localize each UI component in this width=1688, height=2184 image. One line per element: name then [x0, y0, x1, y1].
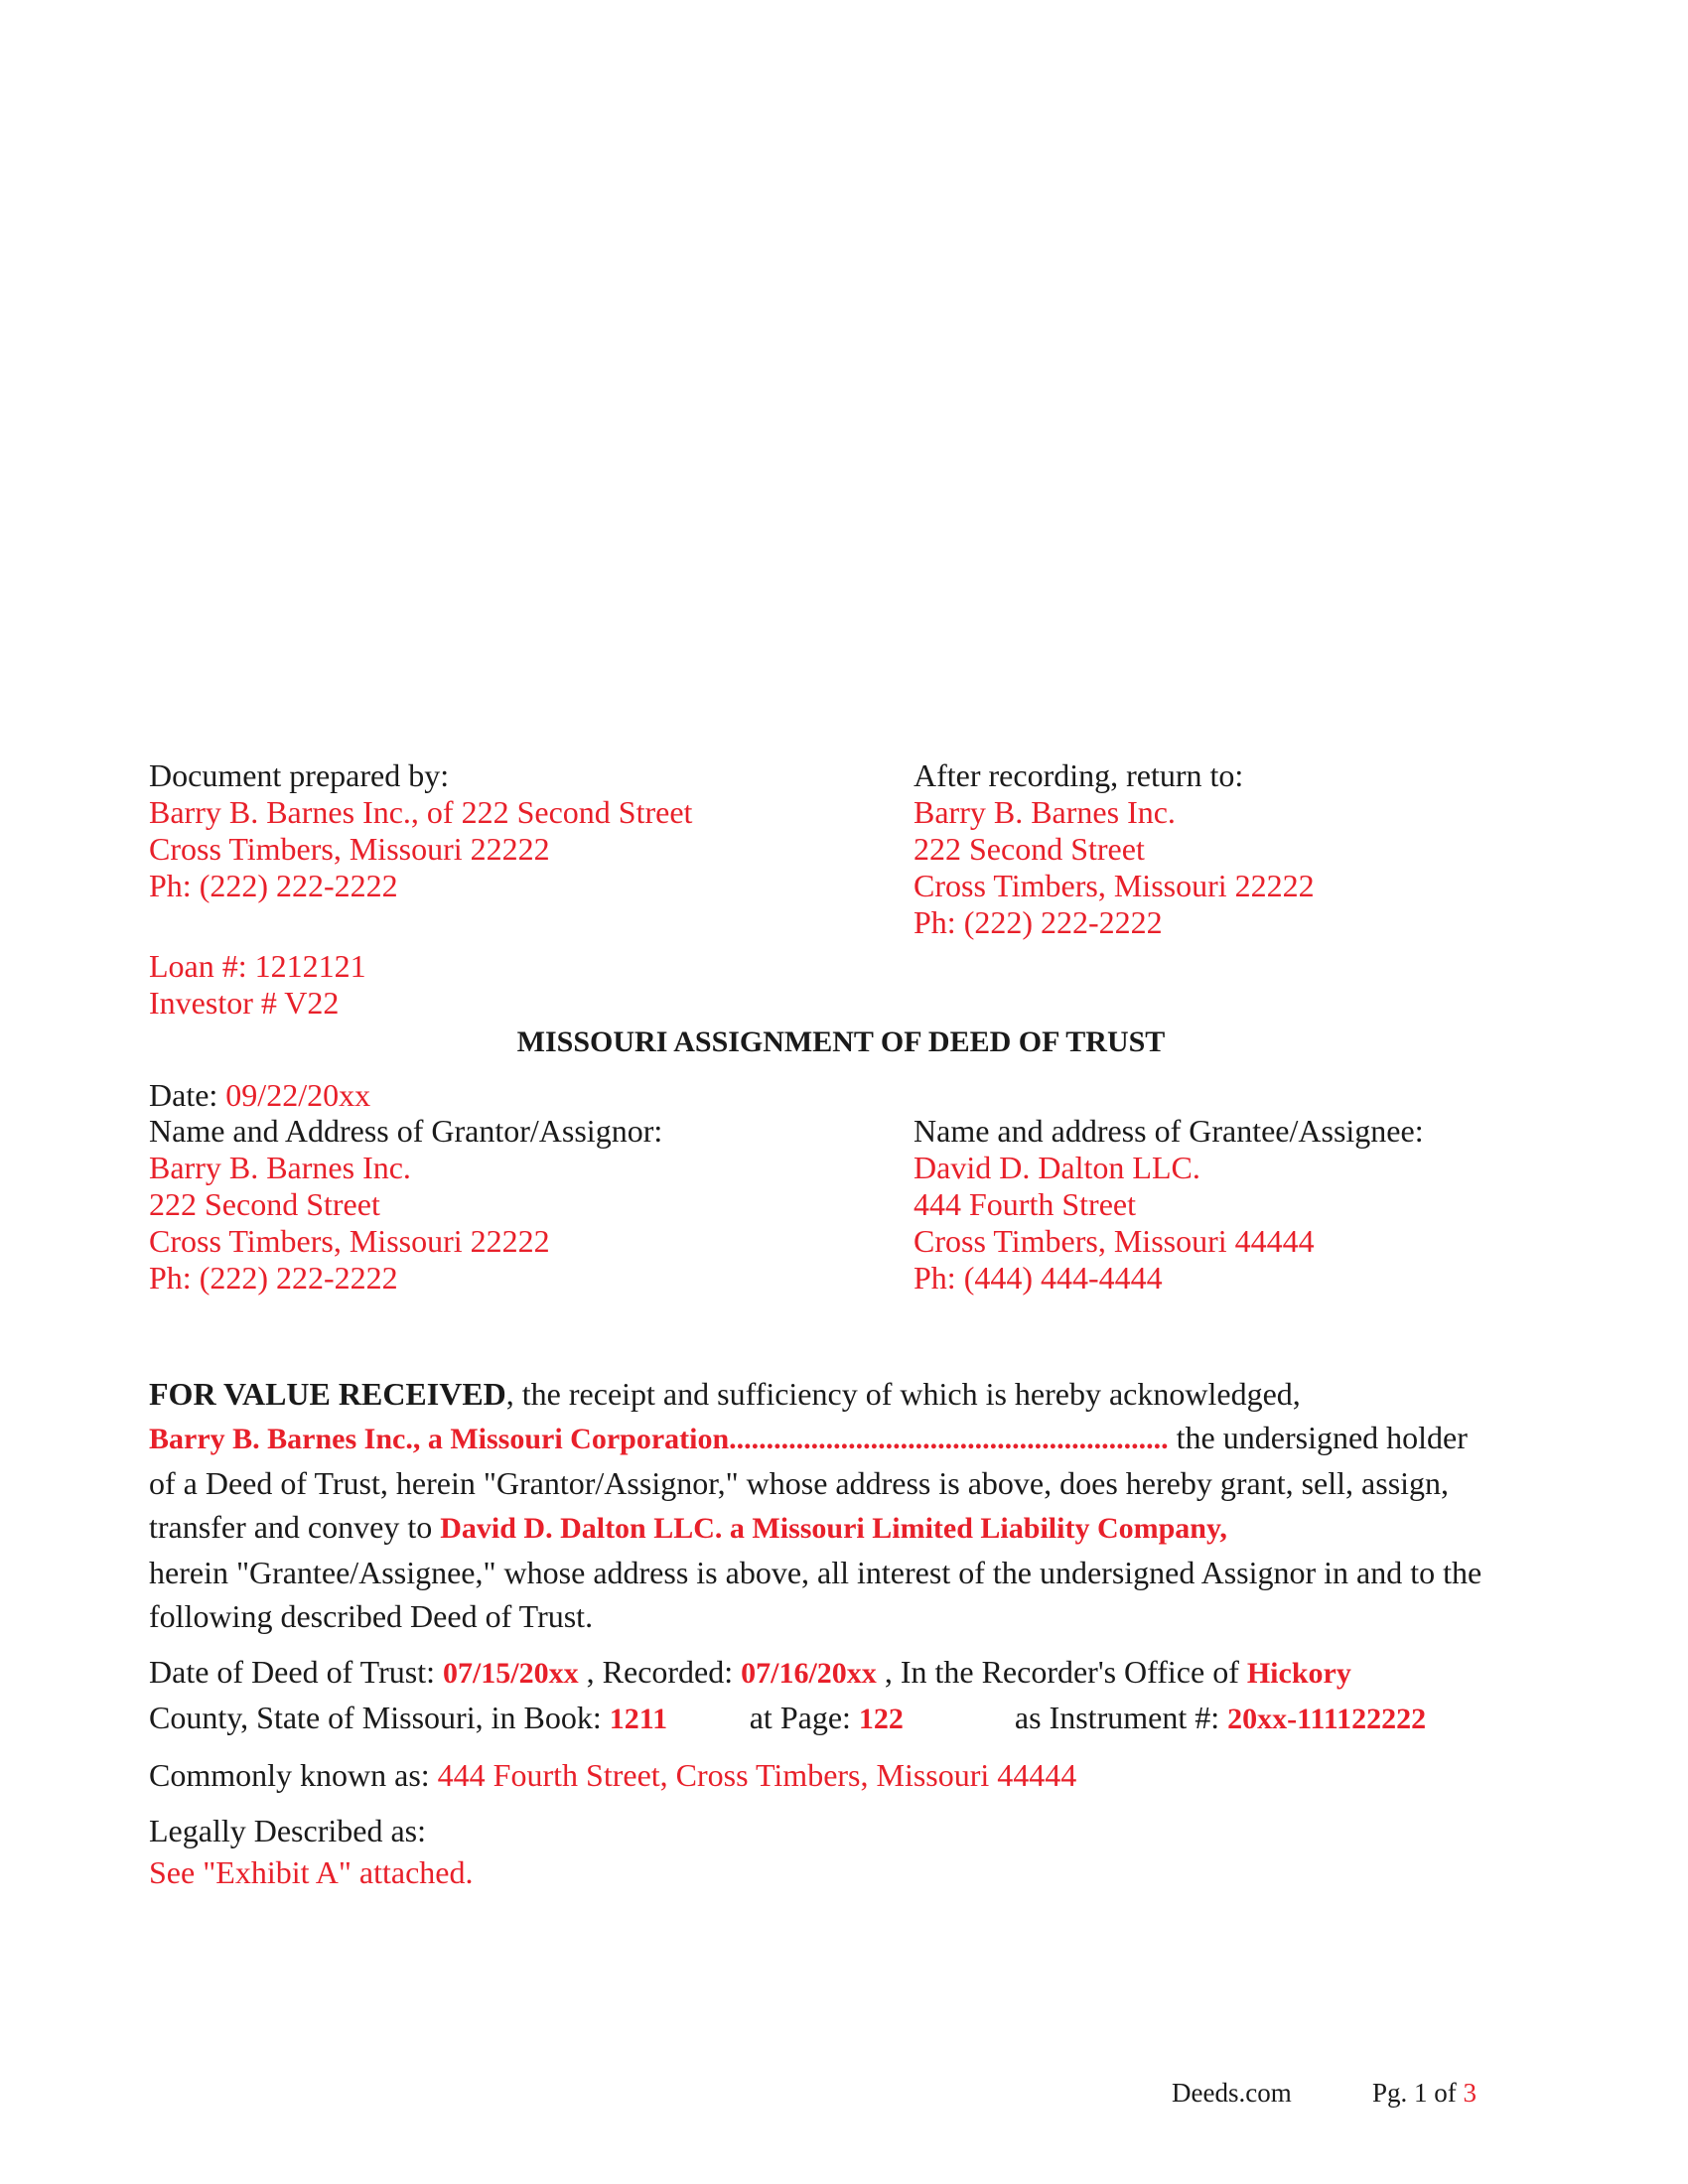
body-text: transfer and convey to: [149, 1509, 441, 1545]
recording-line: [149, 1696, 1549, 1741]
county-name: Hickory: [1246, 1657, 1351, 1690]
county-label: County, State of Missouri, in Book:: [149, 1700, 610, 1735]
investor-number: V22: [284, 985, 340, 1021]
grantor-line: Ph: (222) 222-2222: [149, 1260, 398, 1296]
deed-date: 07/15/20xx: [442, 1657, 579, 1690]
footer-page-label: Pg. 1 of: [1372, 2078, 1464, 2108]
body-text: , the receipt and sufficiency of which is hereby acknowledged,: [505, 1376, 1301, 1412]
legal-description-value: See "Exhibit A" attached.: [149, 1854, 474, 1890]
return-to-heading: After recording, return to:: [914, 757, 1244, 793]
document-title-text: MISSOURI ASSIGNMENT OF DEED OF TRUST: [516, 1025, 1166, 1058]
assignor-name: Barry B. Barnes Inc., a Missouri Corporation...........................................................: [149, 1423, 1169, 1455]
assignee-name: David D. Dalton LLC. a Missouri Limited Liability Company,: [440, 1512, 1227, 1545]
date-line: [149, 1077, 370, 1114]
date-value: 09/22/20xx: [225, 1077, 371, 1113]
footer-site: Deeds.com: [1172, 2078, 1292, 2108]
prepared-by-heading: Document prepared by:: [149, 757, 450, 793]
page-label: at Page:: [749, 1700, 859, 1735]
return-to-line: Barry B. Barnes Inc.: [914, 794, 1176, 830]
recording-line: [149, 1650, 1549, 1696]
instrument-number: 20xx-111122222: [1227, 1703, 1427, 1735]
investor-label: Investor #: [149, 985, 285, 1021]
loan-label: Loan #:: [149, 948, 255, 984]
legal-description-block: [149, 1813, 473, 1891]
grantee-line: Cross Timbers, Missouri 44444: [914, 1223, 1315, 1259]
prepared-by-line: Cross Timbers, Missouri 22222: [149, 831, 550, 867]
body-line: [149, 1372, 1549, 1416]
loan-block: [149, 948, 366, 1022]
recorded-date: 07/16/20xx: [741, 1657, 877, 1690]
loan-number: 1212121: [254, 948, 366, 984]
office-label: , In the Recorder's Office of: [876, 1654, 1247, 1690]
prepared-by-line: Barry B. Barnes Inc., of 222 Second Street: [149, 794, 693, 830]
grantee-block: [914, 1113, 1424, 1297]
date-label: Date:: [149, 1077, 226, 1113]
recording-details: [149, 1650, 1549, 1741]
return-to-line: Cross Timbers, Missouri 22222: [914, 868, 1315, 903]
grantor-line: 222 Second Street: [149, 1186, 380, 1222]
commonly-known-value: 444 Fourth Street, Cross Timbers, Missouri 44444: [437, 1757, 1077, 1793]
legal-description-label: Legally Described as:: [149, 1813, 426, 1848]
return-to-line: 222 Second Street: [914, 831, 1145, 867]
body-line: [149, 1505, 1549, 1551]
for-value-received: FOR VALUE RECEIVED: [149, 1376, 506, 1412]
grantee-heading: Name and address of Grantee/Assignee:: [914, 1113, 1424, 1149]
grantee-line: Ph: (444) 444-4444: [914, 1260, 1163, 1296]
footer-page-number: [1372, 2075, 1477, 2112]
footer-total-pages: 3: [1463, 2078, 1477, 2108]
body-line: herein "Grantee/Assignee," whose address is above, all interest of the undersigned Assignor in and to the: [149, 1555, 1482, 1590]
body-paragraph: [149, 1372, 1549, 1638]
body-line: of a Deed of Trust, herein "Grantor/Assignor," whose address is above, does hereby grant, sell, assign,: [149, 1465, 1450, 1501]
body-line: [149, 1416, 1549, 1461]
grantor-line: Barry B. Barnes Inc.: [149, 1150, 411, 1185]
deed-date-label: Date of Deed of Trust:: [149, 1654, 443, 1690]
grantor-line: Cross Timbers, Missouri 22222: [149, 1223, 550, 1259]
commonly-known-label: Commonly known as:: [149, 1757, 438, 1793]
commonly-known-line: [149, 1757, 1076, 1794]
document-title: [0, 1024, 1688, 1060]
loan-number-line: [149, 948, 366, 985]
body-text: the undersigned holder: [1168, 1420, 1468, 1455]
grantor-block: [149, 1113, 662, 1297]
grantor-heading: Name and Address of Grantor/Assignor:: [149, 1113, 663, 1149]
page-number: 122: [858, 1703, 904, 1735]
grantee-line: 444 Fourth Street: [914, 1186, 1136, 1222]
investor-number-line: [149, 985, 366, 1022]
recorded-label: , Recorded:: [578, 1654, 742, 1690]
prepared-by-block: [149, 757, 692, 904]
return-to-line: Ph: (222) 222-2222: [914, 904, 1163, 940]
grantee-line: David D. Dalton LLC.: [914, 1150, 1200, 1185]
book-number: 1211: [609, 1703, 668, 1735]
body-line: following described Deed of Trust.: [149, 1598, 594, 1634]
return-to-block: [914, 757, 1315, 941]
instrument-label: as Instrument #:: [1014, 1700, 1228, 1735]
prepared-by-line: Ph: (222) 222-2222: [149, 868, 398, 903]
